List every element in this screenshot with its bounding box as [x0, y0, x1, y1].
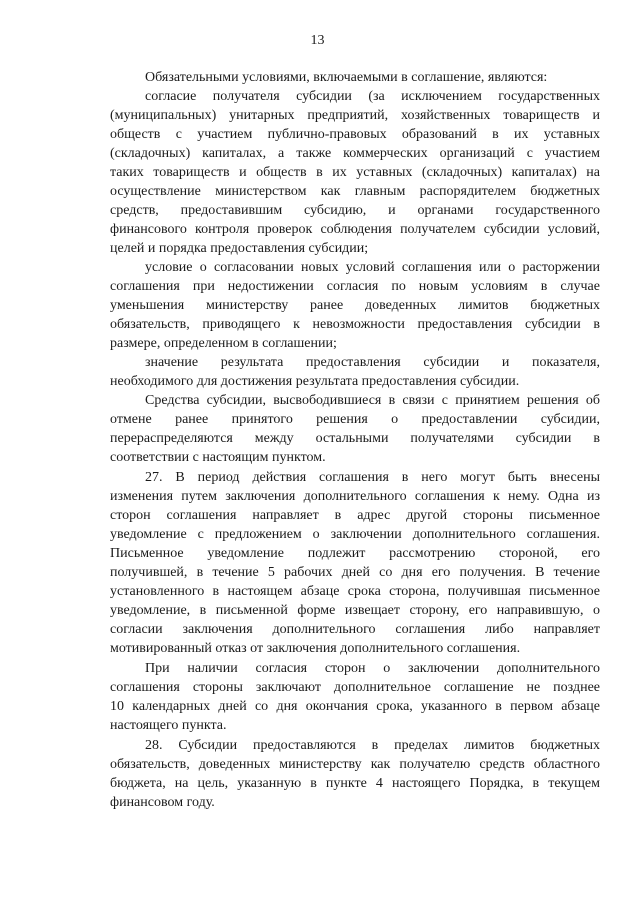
page-number: 13	[310, 33, 325, 48]
text-line: согласие получателя субсидии (за исключением государственных	[145, 89, 600, 104]
text-line: таких товариществ и обществ в их уставных (складочных) капиталах) на	[110, 165, 600, 180]
text-line: финансовом году.	[110, 795, 215, 810]
text-line: необходимого для достижения результата предоставления субсидии.	[110, 374, 520, 389]
text-line: Средства субсидии, высвободившиеся в связи с принятием решения об	[145, 393, 600, 408]
text-line: перераспределяются между остальными получателями субсидии в	[110, 431, 600, 446]
text-line: уведомление с предложением о заключении дополнительного соглашения.	[110, 527, 600, 542]
text-line: осуществление министерством как главным распорядителем бюджетных	[110, 184, 600, 199]
text-line: согласии заключения дополнительного соглашения либо направляет	[110, 622, 600, 637]
text-line: условие о согласовании новых условий соглашения или о расторжении	[145, 260, 600, 275]
text-line: Письменное уведомление подлежит рассмотрению стороной, его	[110, 546, 600, 561]
text-line: размере, определенном в соглашении;	[110, 336, 337, 351]
text-line: 10 календарных дней со дня окончания срока, указанного в первом абзаце	[110, 699, 600, 714]
text-line: обязательств, приводящего к невозможности предоставления субсидии в	[110, 317, 600, 332]
text-line: сторон соглашения направляет в адрес другой стороны письменное	[110, 508, 600, 523]
text-line: соглашения стороны заключают дополнительное соглашение не позднее	[110, 680, 600, 695]
text-line: уведомление, в письменной форме извещает сторону, его направившую, о	[110, 603, 600, 618]
text-line: обязательств, доведенных министерству как получателю средств областного	[110, 757, 600, 772]
text-line: Обязательными условиями, включаемыми в соглашение, являются:	[145, 70, 548, 85]
text-line: соответствии с настоящим пунктом.	[110, 450, 326, 465]
text-line: средств, предоставившим субсидию, и органами государственного	[110, 203, 600, 218]
text-line: целей и порядка предоставления субсидии;	[110, 241, 369, 256]
text-line: соглашения при недостижении согласия по новым условиям в случае	[110, 279, 600, 294]
text-line: (муниципальных) унитарных предприятий, хозяйственных товариществ и	[110, 108, 600, 123]
text-line: мотивированный отказ от заключения дополнительного соглашения.	[110, 641, 521, 656]
text-line: бюджета, на цель, указанную в пункте 4 настоящего Порядка, в текущем	[110, 776, 600, 791]
text-line: установленного в настоящем абзаце срока сторона, получившая письменное	[110, 584, 600, 599]
text-line: отмене ранее принятого решения о предоставлении субсидии,	[110, 412, 600, 427]
text-line: получившей, в течение 5 рабочих дней со дня его получения. В течение	[110, 565, 600, 580]
text-line: 28. Субсидии предоставляются в пределах лимитов бюджетных	[145, 738, 600, 753]
text-line: изменения путем заключения дополнительного соглашения к нему. Одна из	[110, 489, 600, 504]
text-line: При наличии согласия сторон о заключении дополнительного	[145, 661, 600, 676]
text-line: обществ с участием публично-правовых образований в их уставных	[110, 127, 600, 142]
text-line: настоящего пункта.	[110, 718, 227, 733]
text-line: значение результата предоставления субсидии и показателя,	[145, 355, 600, 370]
text-line: финансового контроля проверок соблюдения получателем субсидии условий,	[110, 222, 600, 237]
text-line: (складочных) капиталах, а также коммерческих организаций с участием	[110, 146, 600, 161]
text-line: уменьшения министерству ранее доведенных лимитов бюджетных	[110, 298, 600, 313]
text-line: 27. В период действия соглашения в него могут быть внесены	[145, 470, 600, 485]
